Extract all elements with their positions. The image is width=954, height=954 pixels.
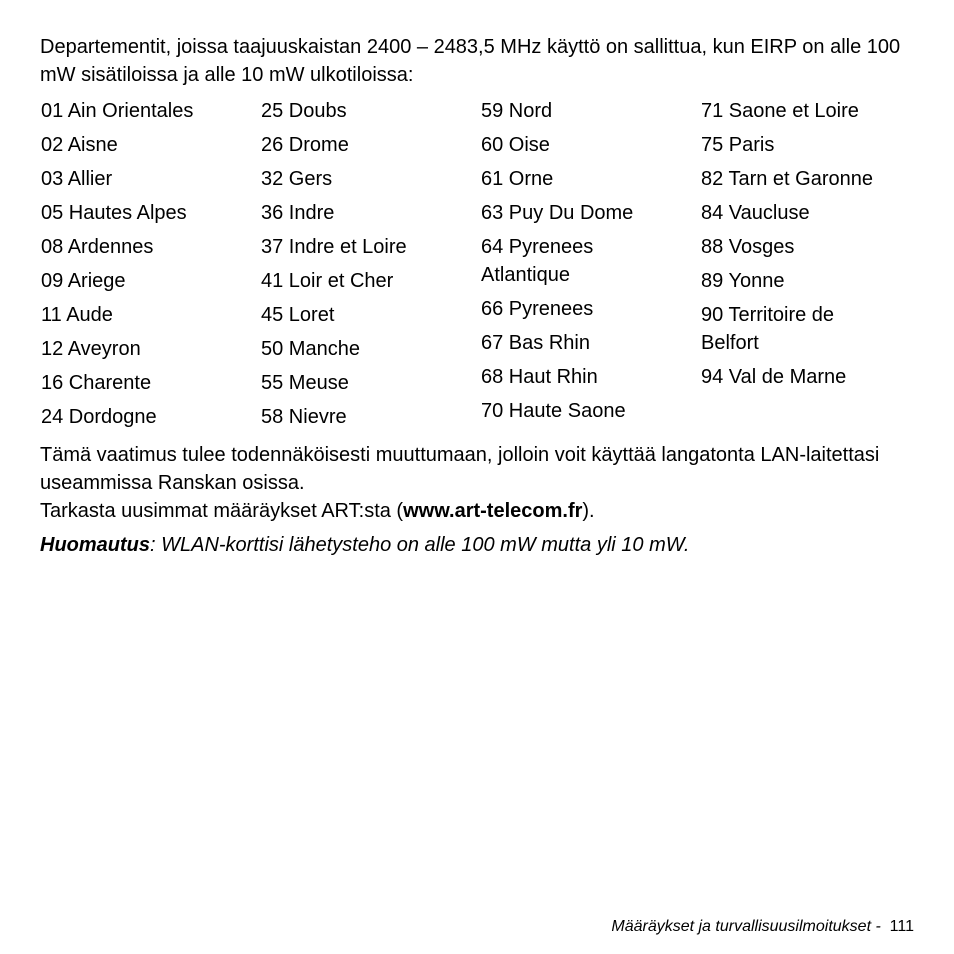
department-item: 02 Aisne: [41, 134, 118, 156]
department-item: 37 Indre et Loire: [261, 236, 407, 258]
department-item: 50 Manche: [261, 338, 360, 360]
department-item: 84 Vaucluse: [701, 202, 810, 224]
department-item: 41 Loir et Cher: [261, 270, 394, 292]
department-item: 66 Pyrenees: [481, 298, 594, 320]
department-item: 94 Val de Marne: [701, 366, 847, 388]
page-footer: [611, 917, 914, 937]
department-item: 45 Loret: [261, 304, 335, 326]
department-item: 24 Dordogne: [41, 406, 157, 428]
department-item: 61 Orne: [481, 168, 554, 190]
department-item: 67 Bas Rhin: [481, 332, 590, 354]
check-regulations-suffix: ).: [582, 500, 595, 522]
department-item: 08 Ardennes: [41, 236, 154, 258]
department-item: 71 Saone et Loire: [701, 100, 859, 122]
department-item: 03 Allier: [41, 168, 113, 190]
department-item: 68 Haut Rhin: [481, 366, 598, 388]
department-item: 05 Hautes Alpes: [41, 202, 187, 224]
department-item: 01 Ain Orientales: [41, 100, 194, 122]
department-item: 70 Haute Saone: [481, 400, 626, 422]
department-item: 09 Ariege: [41, 270, 126, 292]
department-item: 11 Aude: [41, 304, 113, 326]
note-label: Huomautus: [40, 534, 150, 556]
department-column-1: [41, 95, 261, 435]
note-text: : WLAN-korttisi lähetysteho on alle 100 mW mutta yli 10 mW.: [150, 534, 690, 556]
check-regulations-prefix: Tarkasta uusimmat määräykset ART:sta (: [40, 500, 404, 522]
department-column-3: [481, 95, 701, 435]
department-item: 55 Meuse: [261, 372, 349, 394]
department-item: 63 Puy Du Dome: [481, 202, 634, 224]
department-item: 64 Pyrenees Atlantique: [481, 236, 594, 286]
department-item: 88 Vosges: [701, 236, 795, 258]
department-item: 75 Paris: [701, 134, 775, 156]
change-notice-text: Tämä vaatimus tulee todennäköisesti muuttumaan, jolloin voit käyttää langatonta LAN-laitettasi useammissa Ranskan osissa.: [40, 444, 880, 494]
department-item: 60 Oise: [481, 134, 550, 156]
department-item: 25 Doubs: [261, 100, 347, 122]
page-number: 111: [889, 918, 914, 935]
note: [40, 531, 920, 559]
department-item: 89 Yonne: [701, 270, 785, 292]
department-item: 12 Aveyron: [41, 338, 141, 360]
intro-text: Departementit, joissa taajuuskaistan 2400 – 2483,5 MHz käyttö on sallittua, kun EIRP on alle 100 mW sisätiloissa ja alle 10 mW ulkotiloissa:: [40, 36, 901, 86]
department-column-2: [261, 95, 481, 435]
department-column-4: [701, 95, 921, 435]
department-item: 32 Gers: [261, 168, 333, 190]
department-item: 58 Nievre: [261, 406, 347, 428]
department-item: 16 Charente: [41, 372, 152, 394]
department-table: [41, 95, 921, 435]
department-item: 82 Tarn et Garonne: [701, 168, 873, 190]
change-notice: [40, 441, 920, 525]
department-item: 26 Drome: [261, 134, 349, 156]
footer-section-title: Määräykset ja turvallisuusilmoitukset -: [611, 918, 890, 935]
department-item: 36 Indre: [261, 202, 335, 224]
art-telecom-link[interactable]: www.art-telecom.fr: [403, 500, 583, 522]
department-item: 90 Territoire de Belfort: [701, 304, 835, 354]
department-item: 59 Nord: [481, 100, 553, 122]
